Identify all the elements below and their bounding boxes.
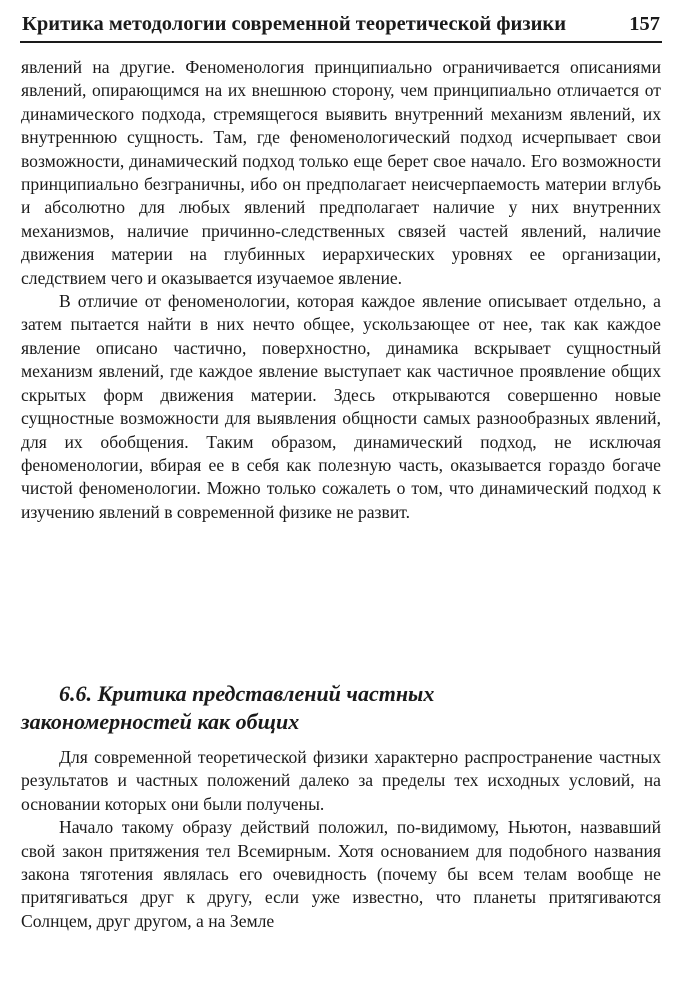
page-number: 157 — [629, 13, 660, 35]
text-block-before-section — [21, 56, 661, 524]
paragraph: Для современной теоретической физики характерно распространение частных результатов и частных положений далеко за пределы тех исходных условий, на основании которых они были получены. — [21, 747, 661, 814]
running-title: Критика методологии современной теоретической физики — [22, 13, 567, 35]
paragraph-continued: явлений на другие. Феноменология принципиально ограничивается описаниями явлений, опирающимся на их внешнюю сторону, чем принципиально отличается от динамического подхода, стремящегося выявить внутренний механизм явлений, их внутреннюю сущность. Там, где феноменологический подход исчерпывает свои возможности, динамический подход только еще берет свое начало. Его возможности принципиально безграничны, ибо он предполагает неисчерпаемость материи вглубь и абсолютно для любых явлений предполагает наличие у них внутренних механизмов, наличие причинно-следственных связей частей явлений, наличие движения материи на глубинных иерархических уровнях ее организации, следствием чего и оказывается изучаемое явление. — [21, 57, 661, 288]
paragraph: Начало такому образу действий положил, по-видимому, Ньютон, назвавший свой закон притяжения тел Всемирным. Хотя основанием для подобного названия закона тяготения являлась его очевидность (почему бы всем телам вообще не притягиваться друг к другу, если уже известно, что планеты притягиваются Солнцем, друг другом, а на Земле — [21, 817, 661, 931]
text-block-after-section — [21, 746, 661, 933]
section-heading — [21, 680, 661, 736]
section-heading-line-1: 6.6. Критика представлений частных — [59, 681, 435, 706]
paragraph: В отличие от феноменологии, которая каждое явление описывает отдельно, а затем пытается найти в них нечто общее, ускользающее от нее, так как каждое явление описано частично, поверхностно, динамика вскрывает сущностный механизм явлений, где каждое явление выступает как частичное проявление общих скрытых форм движения материи. Здесь открываются совершенно новые сущностные возможности для выявления общности самых разнообразных явлений, для их обобщения. Таким образом, динамический подход, не исключая феноменологии, вбирая ее в себя как полезную часть, оказывается гораздо богаче чистой феноменологии. Можно только сожалеть о том, что динамический подход к изучению явлений в современной физике не развит. — [21, 291, 661, 522]
running-head — [20, 11, 662, 43]
section-heading-line-2: закономерностей как общих — [21, 709, 300, 734]
